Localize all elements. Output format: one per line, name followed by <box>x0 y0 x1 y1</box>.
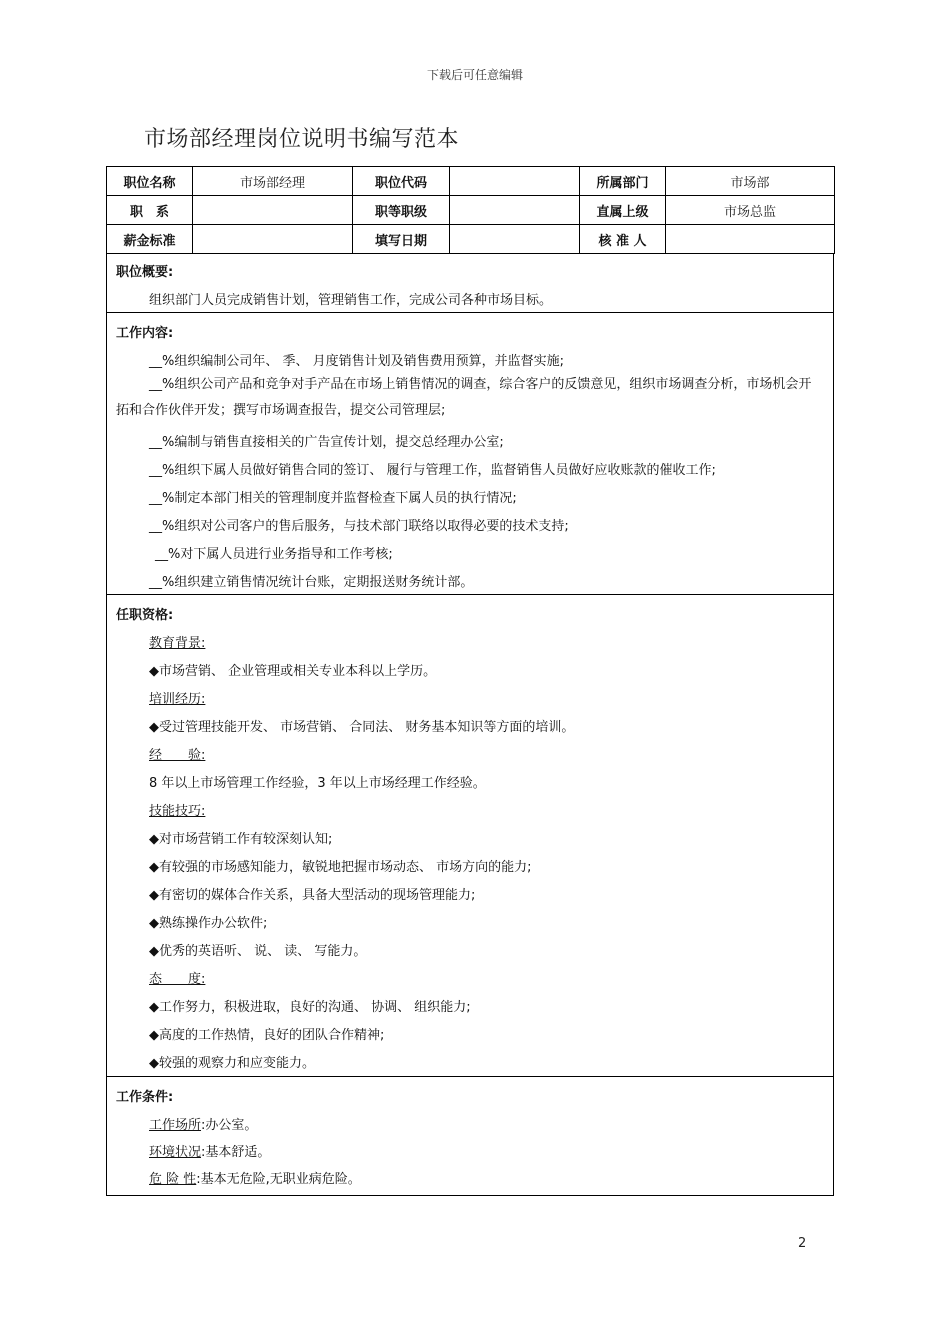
value-cell: 市场部经理 <box>193 167 353 196</box>
position-info-table <box>106 166 835 254</box>
page-number: 2 <box>798 1236 807 1251</box>
label-cell: 填写日期 <box>353 225 450 254</box>
value-cell <box>666 225 835 254</box>
label-cell: 职位代码 <box>353 167 450 196</box>
label-cell: 职位名称 <box>107 167 193 196</box>
environment-value: :基本舒适。 <box>201 1145 271 1160</box>
skill-item: ◆熟练操作办公软件; <box>149 916 268 931</box>
skill-item: ◆优秀的英语听、 说、 读、 写能力。 <box>149 944 367 959</box>
label-cell: 职 系 <box>107 196 193 225</box>
attitude-item: ◆较强的观察力和应变能力。 <box>149 1056 315 1071</box>
overview-section <box>106 253 834 313</box>
label-cell: 薪金标准 <box>107 225 193 254</box>
risk-value: :基本无危险,无职业病危险。 <box>196 1172 361 1187</box>
table-row <box>107 225 835 254</box>
risk-label: 危 险 性 <box>149 1172 197 1187</box>
attitude-item: ◆工作努力，积极进取，良好的沟通、 协调、 组织能力; <box>149 1000 471 1015</box>
table-row <box>107 196 835 225</box>
list-item: __%编制与销售直接相关的广告宣传计划，提交总经理办公室; <box>149 435 504 450</box>
value-cell: 市场总监 <box>666 196 835 225</box>
attitude-item: ◆高度的工作热情，良好的团队合作精神; <box>149 1028 385 1043</box>
section-title: 任职资格: <box>116 608 174 623</box>
list-item <box>107 372 833 424</box>
work-place-value: :办公室。 <box>201 1118 258 1133</box>
value-cell <box>450 196 580 225</box>
document-title: 市场部经理岗位说明书编写范本 <box>144 127 460 152</box>
section-title: 工作内容: <box>116 326 174 341</box>
environment <box>107 1141 270 1160</box>
list-item: __%组织下属人员做好销售合同的签订、 履行与管理工作，监督销售人员做好应收账款的催收工作; <box>149 463 716 478</box>
education-text: ◆市场营销、 企业管理或相关专业本科以上学历。 <box>149 664 437 679</box>
list-item: __%制定本部门相关的管理制度并监督检查下属人员的执行情况; <box>149 491 517 506</box>
work-content-section <box>106 313 834 595</box>
training-text: ◆受过管理技能开发、 市场营销、 合同法、 财务基本知识等方面的培训。 <box>149 720 575 735</box>
training-label: 培训经历: <box>149 692 206 707</box>
risk <box>107 1168 361 1187</box>
value-cell: 市场部 <box>666 167 835 196</box>
skill-item: ◆有较强的市场感知能力，敏锐地把握市场动态、 市场方向的能力; <box>149 860 532 875</box>
skill-item: ◆有密切的媒体合作关系，具备大型活动的现场管理能力; <box>149 888 476 903</box>
skill-item: ◆对市场营销工作有较深刻认知; <box>149 832 333 847</box>
section-title: 职位概要: <box>116 265 174 280</box>
conditions-section <box>106 1077 834 1196</box>
list-item: __%组织编制公司年、 季、 月度销售计划及销售费用预算，并监督实施; <box>149 354 564 369</box>
list-item: __%组织建立销售情况统计台账，定期报送财务统计部。 <box>149 575 474 590</box>
label-cell: 职等职级 <box>353 196 450 225</box>
qualification-section <box>106 595 834 1077</box>
work-place <box>107 1114 257 1133</box>
value-cell <box>193 225 353 254</box>
label-cell: 所属部门 <box>580 167 666 196</box>
label-cell: 直属上级 <box>580 196 666 225</box>
header-note: 下载后可任意编辑 <box>426 68 523 82</box>
value-cell <box>193 196 353 225</box>
experience-text: 8 年以上市场管理工作经验，3 年以上市场经理工作经验。 <box>149 776 486 791</box>
attitude-label: 态 度: <box>149 972 206 987</box>
overview-text: 组织部门人员完成销售计划，管理销售工作，完成公司各种市场目标。 <box>149 293 553 308</box>
education-label: 教育背景: <box>149 636 206 651</box>
list-item: __%对下属人员进行业务指导和工作考核; <box>155 547 393 562</box>
environment-label: 环境状况 <box>149 1145 202 1160</box>
label-cell: 核 准 人 <box>580 225 666 254</box>
experience-label: 经 验: <box>149 748 206 763</box>
list-item: __%组织对公司客户的售后服务，与技术部门联络以取得必要的技术支持; <box>149 519 569 534</box>
value-cell <box>450 167 580 196</box>
section-title: 工作条件: <box>116 1090 174 1105</box>
skills-label: 技能技巧: <box>149 804 206 819</box>
work-place-label: 工作场所 <box>149 1118 202 1133</box>
list-item-text: __%组织公司产品和竞争对手产品在市场上销售情况的调查，综合客户的反馈意见，组织市场调查分析，市场机会开拓和合作伙伴开发；撰写市场调查报告，提交公司管理层; <box>116 377 812 418</box>
table-row <box>107 167 835 196</box>
value-cell <box>450 225 580 254</box>
